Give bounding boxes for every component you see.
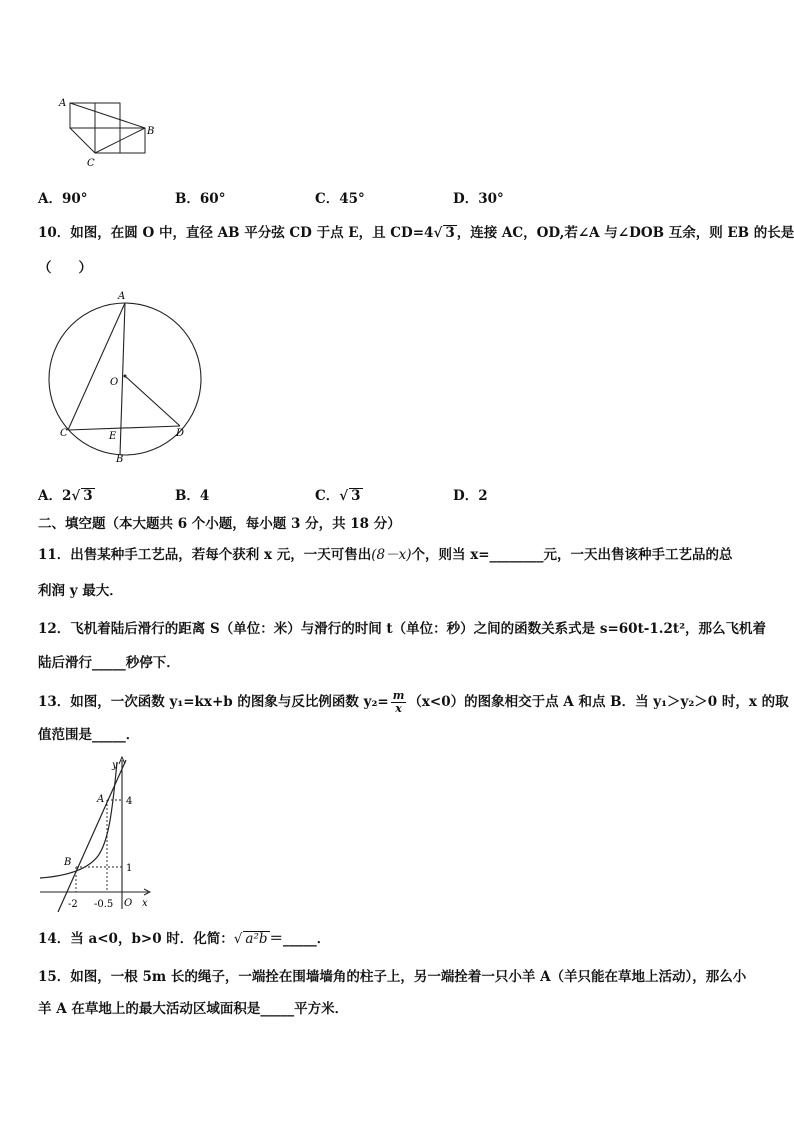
label-o: O bbox=[124, 898, 133, 909]
label-b: B bbox=[147, 126, 155, 137]
label-1: 1 bbox=[126, 863, 133, 874]
q9-option-b: B．60° bbox=[175, 191, 226, 207]
q12-line1: 12．飞机着陆后滑行的距离 S（单位：米）与滑行的时间 t（单位：秒）之间的函数关系式是 s=60t-1.2t²，那么飞机着 bbox=[38, 621, 767, 637]
label-o: O bbox=[110, 377, 119, 388]
q10-stem: 10．如图，在圆 O 中，直径 AB 平分弦 CD 于点 E，且 CD=4√ 3 ，连接 AC，OD,若∠A 与∠DOB 互余，则 EB 的长是 bbox=[38, 225, 794, 241]
q9-grid-figure bbox=[55, 96, 165, 171]
label-c: C bbox=[60, 428, 68, 439]
q15-line1: 15．如图，一根 5m 长的绳子，一端拴在围墙墙角的柱子上，另一端拴着一只小羊 A（羊只能在草地上活动），那么小 bbox=[38, 969, 747, 985]
label-minus-0-5: -0.5 bbox=[94, 899, 114, 910]
q10-option-c: C．√ 3 bbox=[315, 488, 361, 504]
label-a: A bbox=[97, 794, 105, 805]
q10-option-d: D．2 bbox=[453, 488, 488, 504]
q14-line: 14．当 a<0，b>0 时．化简：√ a²b ＝_____． bbox=[38, 931, 331, 947]
label-d: D bbox=[176, 428, 185, 439]
label-b: B bbox=[116, 454, 124, 465]
q10-option-b: B．4 bbox=[175, 488, 210, 504]
label-a: A bbox=[59, 98, 67, 109]
label-c: C bbox=[87, 158, 95, 169]
label-minus-2: -2 bbox=[68, 899, 78, 910]
label-e: E bbox=[109, 431, 117, 442]
label-y: y bbox=[112, 760, 118, 771]
label-4: 4 bbox=[126, 796, 133, 807]
q10-option-a: A．2√ 3 bbox=[38, 488, 93, 504]
section-heading: 二、填空题（本大题共 6 个小题，每小题 3 分，共 18 分） bbox=[38, 516, 401, 532]
label-a: A bbox=[118, 291, 126, 302]
q12-line2: 陆后滑行_____秒停下． bbox=[38, 655, 180, 671]
label-b: B bbox=[64, 857, 72, 868]
q11-line2: 利润 y 最大． bbox=[38, 583, 123, 599]
q13-line2: 值范围是_____． bbox=[38, 727, 140, 743]
q10-circle-figure bbox=[48, 288, 228, 466]
q11-line1: 11．出售某种手工艺品，若每个获利 x 元，一天可售出(8－x)个，则当 x=________元，一天出售该种手工艺品的总 bbox=[38, 547, 733, 563]
q13-line1: 13．如图，一次函数 y₁=kx+b 的图象与反比例函数 y₂= $\frac{m}{x}$ （x<0）的图象相交于点 A 和点 B．当 y₁＞y₂＞0 时，x 的取 bbox=[38, 689, 789, 715]
fraction: $\frac{m}{x}$ bbox=[392, 689, 405, 715]
q9-option-c: C．45° bbox=[315, 191, 365, 207]
q13-graph-figure bbox=[38, 754, 160, 912]
q9-option-a: A．90° bbox=[38, 191, 88, 207]
q15-line2: 羊 A 在草地上的最大活动区域面积是_____平方米． bbox=[38, 1001, 349, 1017]
q9-option-d: D．30° bbox=[453, 191, 504, 207]
q10-paren: （ ） bbox=[38, 260, 92, 276]
label-x: x bbox=[142, 898, 148, 909]
